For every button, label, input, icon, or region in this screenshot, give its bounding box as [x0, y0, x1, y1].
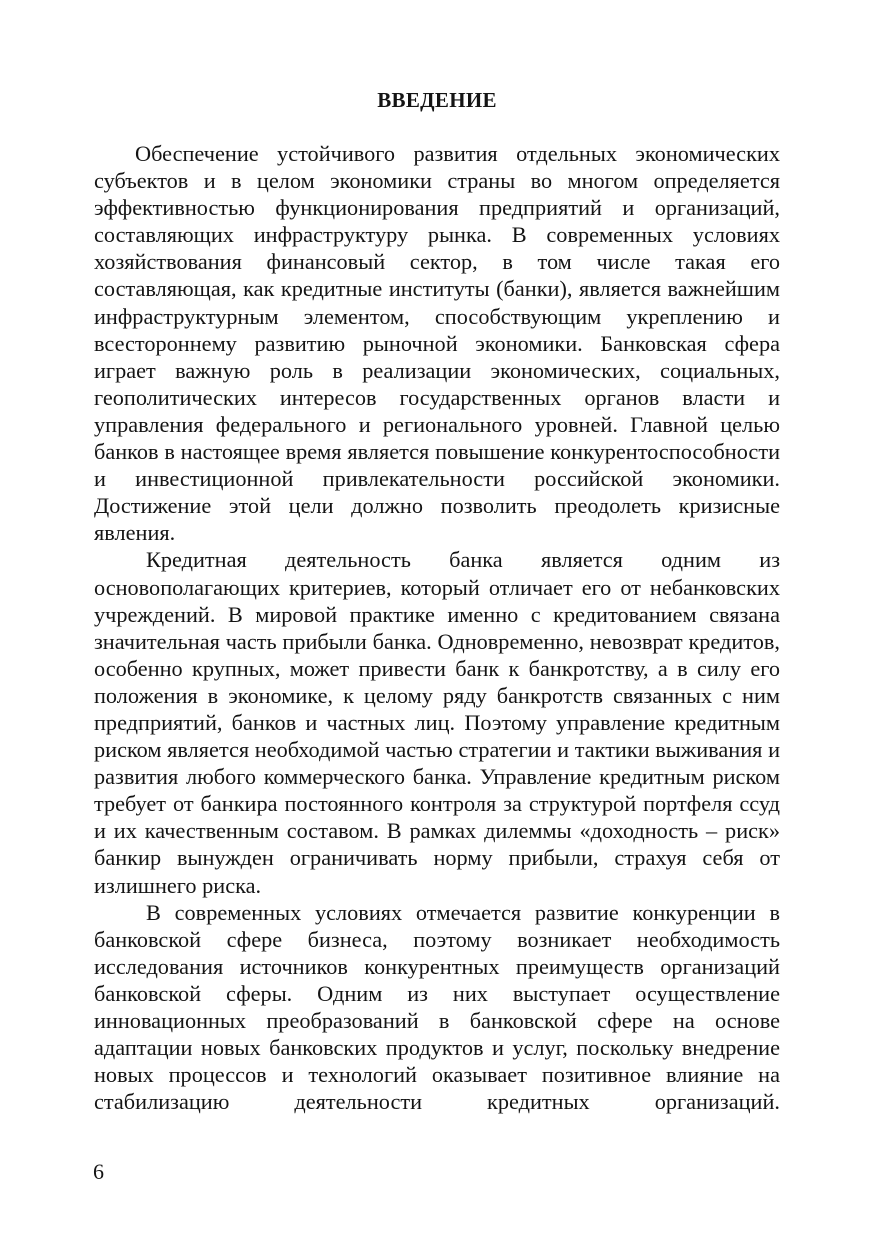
page-number: 6: [93, 1159, 104, 1184]
section-heading: ВВЕДЕНИЕ: [377, 88, 497, 112]
paragraph-intro: Обеспечение устойчивого развития отдельных экономических субъектов и в целом экономики страны во многом определяется эффективностью функционирования предприятий и организаций, составляющих инфраструктуру рынка. В современных условиях хозяйствования финансовый сектор, в том числе такая его составляющая, как кредитные институты (банки), является важнейшим инфраструктурным элементом, способствующим укреплению и всестороннему развитию рыночной экономики. Банковская сфера играет важную роль в реализации экономических, социальных, геополитических интересов государственных органов власти и управления федерального и регионального уровней. Главной целью банков в настоящее время является повышение конкурентоспособности и инвестиционной привлекательности российской экономики. Достижение этой цели должно позволить преодолеть кризисные явления.: [94, 141, 780, 546]
body-text: [94, 140, 780, 1115]
paragraph-credit-activity: Кредитная деятельность банка является одним из основополагающих критериев, который отличает его от небанковских учреждений. В мировой практике именно с кредитованием связана значительная часть прибыли банка. Одновременно, невозврат кредитов, особенно крупных, может привести банк к банкротству, а в силу его положения в экономике, к целому ряду банкротств связанных с ним предприятий, банков и частных лиц. Поэтому управление кредитным риском является необходимой частью стратегии и тактики выживания и развития любого коммерческого банка. Управление кредитным риском требует от банкира постоянного контроля за структурой портфеля ссуд и их качественным составом. В рамках дилеммы «доходность – риск» банкир вынужден ограничивать норму прибыли, страхуя себя от излишнего риска.: [94, 547, 780, 898]
paragraph-competition: В современных условиях отмечается развитие конкуренции в банковской сфере бизнеса, поэтому возникает необходимость исследования источников конкурентных преимуществ организаций банковской сферы. Одним из них выступает осуществление инновационных преобразований в банковской сфере на основе адаптации новых банковских продуктов и услуг, поскольку внедрение новых процессов и технологий оказывает позитивное влияние на стабилизацию деятельности кредитных организаций.: [94, 899, 780, 1115]
